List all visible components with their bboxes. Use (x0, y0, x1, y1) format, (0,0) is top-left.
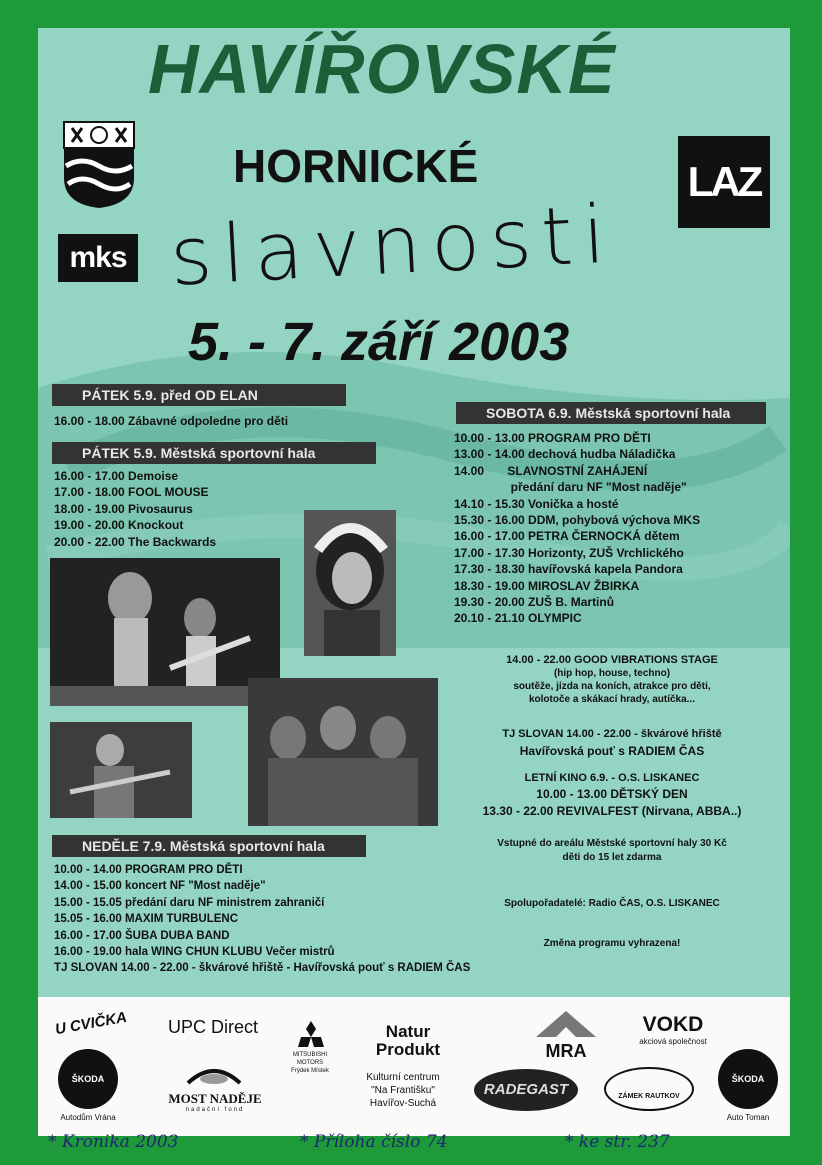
handwritten-note-3: * ke str. 237 (565, 1132, 670, 1152)
vokd-sub: akciová společnost (639, 1037, 707, 1046)
schedule-row: 10.00 - 13.00 PROGRAM PRO DĚTI (454, 431, 651, 445)
schedule-row: předání daru NF "Most naděje" (454, 480, 687, 495)
stage-genres: (hip hop, house, techno) (553, 668, 671, 679)
schedule-row: 17.00 - 17.30 Horizonty, ZUŠ Vrchlického (454, 545, 684, 560)
slovan-line-1: TJ SLOVAN 14.00 - 22.00 - škvárové hřiště (502, 728, 722, 740)
photo-singer-portrait (304, 510, 396, 656)
schedule-row: 18.30 - 19.00 MIROSLAV ŽBIRKA (454, 578, 640, 593)
good-vibrations-info (462, 654, 762, 705)
mra-icon (534, 1009, 598, 1039)
friday-hall-schedule (54, 468, 216, 550)
natur-produkt-logo (368, 1023, 448, 1059)
natur-line-1: Natur (385, 1022, 431, 1041)
mks-logo: mks (58, 234, 138, 282)
schedule-row: 10.00 - 14.00 PROGRAM PRO DĚTI (54, 864, 243, 876)
entry-info (462, 838, 762, 863)
skoda-logo-left (58, 1049, 118, 1109)
photo-crowd (248, 678, 438, 826)
vokd-name: VOKD (642, 1013, 704, 1036)
sunday-header: NEDĚLE 7.9. Městská sportovní hala (52, 835, 366, 857)
schedule-row: 18.00 - 19.00 Pivosaurus (54, 501, 193, 516)
title-dates: 5. - 7. září 2003 (188, 312, 570, 372)
schedule-row: 13.00 - 14.00 dechová hudba Náladička (454, 447, 676, 462)
autodum-vrana-caption: Autodům Vrána (60, 1113, 116, 1122)
natur-line-2: Produkt (375, 1040, 441, 1059)
slovan-info (462, 728, 762, 758)
schedule-row: 15.05 - 16.00 MAXIM TURBULENC (54, 913, 239, 926)
schedule-row: 19.00 - 20.00 Knockout (54, 518, 184, 533)
schedule-row: 14.00 SLAVNOSTNÍ ZAHÁJENÍ (454, 463, 648, 478)
handwritten-note-1: * Kronika 2003 (48, 1132, 179, 1152)
schedule-row: TJ SLOVAN 14.00 - 22.00 - škvárové hřiště - Havířovská pouť s RADIEM ČAS (54, 962, 471, 975)
kc-line-2: "Na Františku" (371, 1085, 435, 1096)
mra-logo: MRA (545, 1041, 587, 1061)
schedule-row: 20.00 - 22.00 The Backwards (54, 534, 217, 549)
mitsubishi-line-2: MOTORS (296, 1060, 324, 1066)
friday-hall-header: PÁTEK 5.9. Městská sportovní hala (52, 442, 376, 464)
sunday-schedule (54, 862, 470, 977)
coorganizers: Spolupořadatelé: Radio ČAS, O.S. LISKANEC (504, 898, 720, 909)
kulturni-centrum (348, 1071, 458, 1110)
schedule-row: 17.00 - 18.00 FOOL MOUSE (54, 485, 209, 500)
title-slavnosti: slavnosti (167, 187, 618, 304)
most-name: MOST NADĚJE (168, 1091, 262, 1106)
upc-direct-logo: UPC Direct (167, 1017, 258, 1037)
entry-line-1: Vstupné do areálu Městské sportovní haly 30 Kč (497, 838, 727, 849)
u-cvicka-logo: U CVIČKA (53, 1008, 129, 1039)
most-nadeje-logo (150, 1091, 280, 1113)
schedule-row: 17.30 - 18.30 havířovská kapela Pandora (454, 562, 683, 577)
title-hornicke: HORNICKÉ (233, 140, 479, 192)
stage-activities: soutěže, jízda na koních, atrakce pro děti, (513, 681, 711, 692)
photo-band-stage (50, 558, 280, 706)
friday-outdoor-header: PÁTEK 5.9. před OD ELAN (52, 384, 346, 406)
most-sub: nadační fond (185, 1107, 245, 1113)
sponsor-logos (38, 997, 790, 1136)
vokd-logo (618, 1013, 728, 1046)
schedule-row: 19.30 - 20.00 ZUŠ B. Martinů (454, 594, 615, 609)
friday-outdoor-schedule (54, 413, 288, 429)
kc-line-1: Kulturní centrum (366, 1072, 440, 1083)
entry-line-2: děti do 15 let zdarma (562, 852, 662, 863)
title-havirovske: HAVÍŘOVSKÉ (148, 30, 616, 108)
mitsubishi-line-1: MITSUBISHI (292, 1052, 328, 1058)
zamek-rautkov-logo: ZÁMEK RAUTKOV (604, 1067, 694, 1111)
slovan-line-2: Havířovská pouť s RADIEM ČAS (519, 744, 705, 758)
handwritten-note-2: * Příloha číslo 74 (300, 1132, 448, 1152)
schedule-row: 15.30 - 16.00 DDM, pohybová výchova MKS (454, 512, 701, 527)
radegast-logo: RADEGAST (474, 1069, 578, 1111)
schedule-row: 14.00 - 15.00 koncert NF "Most naděje" (54, 880, 266, 893)
stage-activities-2: kolotoče a skákací hrady, autíčka... (528, 694, 695, 705)
schedule-row: 16.00 - 19.00 hala WING CHUN KLUBU Večer mistrů (54, 945, 335, 958)
mitsubishi-line-3: Frýdek Místek (291, 1068, 329, 1074)
kino-info (462, 772, 762, 818)
poster (38, 28, 790, 1136)
kino-line-3: 13.30 - 22.00 REVIVALFEST (Nirvana, ABBA..) (482, 804, 742, 818)
change-notice: Změna programu vyhrazena! (543, 938, 681, 949)
skoda-right-text: ŠKODA (731, 1074, 765, 1084)
schedule-row: 16.00 - 17.00 PETRA ČERNOCKÁ dětem (454, 529, 680, 544)
kino-line-2: 10.00 - 13.00 DĚTSKÝ DEN (536, 787, 688, 801)
schedule-row: 16.00 - 17.00 ŠUBA DUBA BAND (54, 929, 230, 942)
havirov-crest-icon (60, 120, 138, 210)
kc-line-3: Havířov-Suchá (369, 1098, 437, 1109)
schedule-row: 15.00 - 15.05 předání daru NF ministrem zahraničí (54, 896, 325, 909)
mitsubishi-icon (296, 1019, 326, 1049)
stage-title: 14.00 - 22.00 GOOD VIBRATIONS STAGE (506, 654, 718, 666)
schedule-row: 20.10 - 21.10 OLYMPIC (454, 611, 582, 626)
schedule-row: 16.00 - 17.00 Demoise (54, 469, 179, 483)
photo-guitarist (50, 722, 192, 818)
auto-toman-caption: Auto Toman (726, 1113, 770, 1122)
saturday-schedule (454, 430, 700, 627)
laz-logo: LAZ (678, 136, 770, 228)
schedule-row: 16.00 - 18.00 Zábavné odpoledne pro děti (54, 414, 289, 428)
most-nadeje-icon (184, 1063, 244, 1087)
mitsubishi-text (278, 1051, 342, 1075)
schedule-row: 14.10 - 15.30 Vonička a hosté (454, 496, 619, 511)
kino-line-1: LETNÍ KINO 6.9. - O.S. LISKANEC (524, 772, 700, 784)
skoda-left-text: ŠKODA (71, 1074, 105, 1084)
skoda-logo-right (718, 1049, 778, 1109)
saturday-header: SOBOTA 6.9. Městská sportovní hala (456, 402, 766, 424)
